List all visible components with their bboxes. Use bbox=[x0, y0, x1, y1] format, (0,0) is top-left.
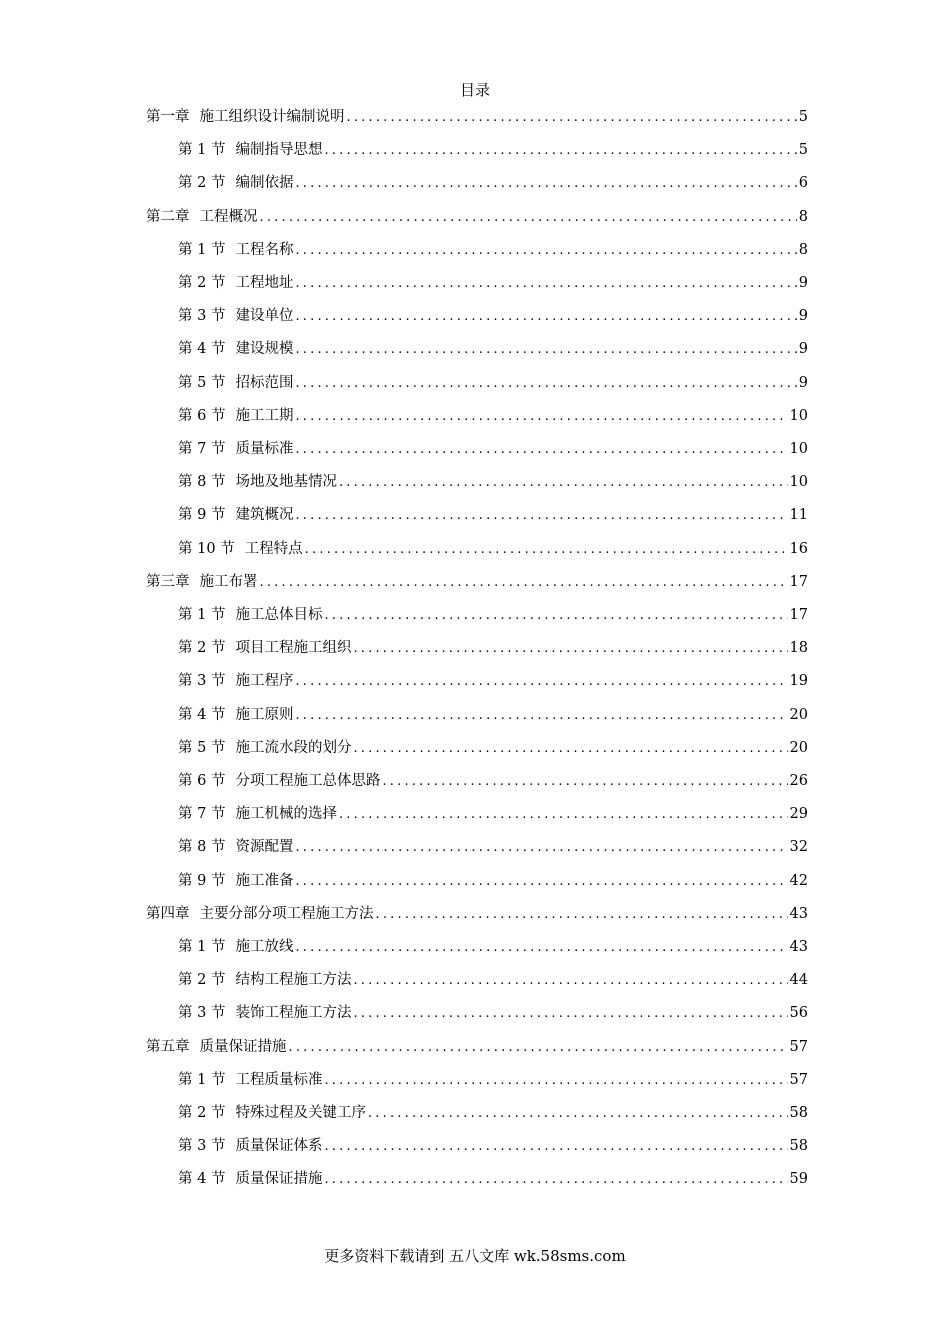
toc-entry-page: 44 bbox=[789, 972, 808, 989]
toc-entry-number: 第 5 节 bbox=[178, 739, 226, 756]
toc-entry-page: 32 bbox=[789, 839, 808, 856]
toc-entry-number: 第 1 节 bbox=[178, 1071, 226, 1088]
toc-entry-number: 第 2 节 bbox=[178, 175, 226, 192]
toc-entry-title: 装饰工程施工方法 bbox=[235, 1005, 352, 1022]
toc-entry-title: 招标范围 bbox=[235, 374, 294, 391]
toc-entry-page: 57 bbox=[789, 1038, 808, 1055]
toc-entry-number: 第 1 节 bbox=[178, 142, 226, 159]
toc-entry-number: 第二章 bbox=[146, 208, 190, 225]
toc-entry-section[interactable] bbox=[178, 1168, 808, 1190]
dot-leader bbox=[295, 837, 787, 858]
toc-entry-section[interactable] bbox=[178, 1002, 808, 1024]
toc-entry-title: 工程特点 bbox=[244, 540, 303, 557]
toc-entry-chapter[interactable] bbox=[146, 106, 808, 128]
toc-entry-page: 43 bbox=[789, 939, 808, 955]
toc-entry-section[interactable] bbox=[178, 969, 808, 991]
toc-entry-section[interactable] bbox=[178, 239, 808, 261]
toc-entry-section[interactable] bbox=[178, 1069, 808, 1091]
dot-leader bbox=[289, 1037, 788, 1058]
toc-entry-title: 工程质量标准 bbox=[235, 1071, 323, 1088]
dot-leader bbox=[295, 937, 787, 958]
toc-entry-number: 第三章 bbox=[146, 573, 190, 590]
dot-leader bbox=[295, 505, 787, 526]
toc-entry-chapter[interactable] bbox=[146, 206, 808, 228]
toc-entry-page: 26 bbox=[789, 773, 808, 789]
toc-entry-page: 17 bbox=[789, 607, 808, 623]
toc-entry-number: 第 7 节 bbox=[178, 441, 226, 457]
toc-entry-page: 5 bbox=[798, 142, 808, 159]
dot-leader bbox=[376, 904, 788, 925]
toc-entry-page: 58 bbox=[789, 1138, 808, 1155]
toc-entry-section[interactable] bbox=[178, 438, 808, 460]
toc-entry-title: 施工组织设计编制说明 bbox=[199, 109, 345, 125]
toc-entry-page: 5 bbox=[798, 109, 808, 125]
toc-entry-title: 项目工程施工组织 bbox=[235, 640, 352, 657]
dot-leader bbox=[295, 406, 787, 427]
toc-entry-page: 29 bbox=[789, 806, 808, 823]
dot-leader bbox=[353, 1003, 787, 1024]
dot-leader bbox=[347, 107, 797, 128]
dot-leader bbox=[353, 738, 787, 759]
dot-leader bbox=[353, 638, 787, 659]
toc-entry-section[interactable] bbox=[178, 471, 808, 493]
toc-entry-page: 9 bbox=[798, 275, 808, 291]
toc-entry-number: 第 1 节 bbox=[178, 607, 226, 623]
toc-entry-section[interactable] bbox=[178, 604, 808, 626]
toc-entry-page: 9 bbox=[798, 374, 808, 391]
toc-title: 目录 bbox=[459, 81, 490, 99]
dot-leader bbox=[295, 173, 796, 194]
toc-entry-section[interactable] bbox=[178, 504, 808, 526]
toc-entry-page: 6 bbox=[798, 175, 808, 192]
dot-leader bbox=[295, 439, 787, 460]
dot-leader bbox=[295, 306, 796, 327]
toc-entry-title: 质量保证措施 bbox=[235, 1171, 323, 1188]
toc-entry-number: 第 4 节 bbox=[178, 341, 226, 358]
toc-entry-section[interactable] bbox=[178, 338, 808, 360]
toc-entry-number: 第 3 节 bbox=[178, 308, 226, 325]
toc-entry-page: 10 bbox=[789, 474, 808, 491]
toc-entry-title: 施工机械的选择 bbox=[235, 806, 337, 823]
toc-entry-number: 第 1 节 bbox=[178, 241, 226, 258]
toc-entry-title: 场地及地基情况 bbox=[235, 474, 337, 491]
toc-entry-number: 第 2 节 bbox=[178, 640, 226, 657]
toc-entry-number: 第一章 bbox=[146, 109, 190, 125]
toc-entry-title: 施工放线 bbox=[235, 939, 294, 955]
toc-entry-number: 第 6 节 bbox=[178, 773, 226, 789]
dot-leader bbox=[368, 1103, 788, 1124]
toc-entry-page: 10 bbox=[789, 441, 808, 457]
toc-entry-number: 第 3 节 bbox=[178, 1138, 226, 1155]
toc-entry-number: 第 2 节 bbox=[178, 1105, 226, 1121]
toc-entry-chapter[interactable] bbox=[146, 1036, 808, 1058]
toc-entry-chapter[interactable] bbox=[146, 903, 808, 925]
toc-entry-chapter[interactable] bbox=[146, 571, 808, 593]
toc-entry-page: 19 bbox=[789, 673, 808, 690]
toc-entry-title: 施工准备 bbox=[235, 872, 294, 889]
toc-entry-page: 42 bbox=[789, 872, 808, 889]
dot-leader bbox=[295, 339, 796, 360]
toc-entry-title: 质量保证措施 bbox=[199, 1038, 287, 1055]
toc-entry-title: 施工程序 bbox=[235, 673, 294, 690]
dot-leader bbox=[295, 273, 796, 294]
toc-entry-title: 施工总体目标 bbox=[235, 607, 323, 623]
dot-leader bbox=[260, 572, 788, 593]
toc-entry-number: 第 5 节 bbox=[178, 374, 226, 391]
toc-entry-section[interactable] bbox=[178, 637, 808, 659]
toc-entry-page: 10 bbox=[789, 407, 808, 424]
dot-leader bbox=[324, 1169, 787, 1190]
toc-entry-title: 施工布署 bbox=[199, 573, 258, 590]
toc-entry-title: 施工工期 bbox=[235, 407, 294, 424]
toc-entry-page: 59 bbox=[789, 1171, 808, 1188]
toc-entry-title: 特殊过程及关键工序 bbox=[235, 1105, 366, 1121]
toc-entry-title: 分项工程施工总体思路 bbox=[235, 773, 381, 789]
toc-entry-page: 20 bbox=[789, 739, 808, 756]
toc-entry-section[interactable] bbox=[178, 704, 808, 726]
dot-leader bbox=[339, 804, 788, 825]
toc-entry-section[interactable] bbox=[178, 737, 808, 759]
dot-leader bbox=[260, 207, 797, 228]
toc-entry-number: 第五章 bbox=[146, 1038, 190, 1055]
toc-entry-number: 第 9 节 bbox=[178, 507, 226, 524]
toc-entry-section[interactable] bbox=[178, 305, 808, 327]
dot-leader bbox=[382, 771, 787, 792]
toc-entry-number: 第 9 节 bbox=[178, 872, 226, 889]
toc-entry-page: 11 bbox=[789, 507, 808, 524]
toc-entry-title: 资源配置 bbox=[235, 839, 294, 856]
toc-entry-section[interactable] bbox=[178, 139, 808, 161]
dot-leader bbox=[339, 472, 788, 493]
toc-entry-number: 第 10 节 bbox=[178, 540, 235, 557]
toc-entry-number: 第四章 bbox=[146, 905, 190, 922]
dot-leader bbox=[353, 970, 787, 991]
toc-entry-page: 20 bbox=[789, 706, 808, 723]
toc-entry-section[interactable] bbox=[178, 1102, 808, 1124]
toc-entry-number: 第 3 节 bbox=[178, 673, 226, 690]
dot-leader bbox=[324, 1136, 787, 1157]
toc-entry-number: 第 2 节 bbox=[178, 972, 226, 989]
dot-leader bbox=[295, 373, 796, 394]
toc-entry-page: 17 bbox=[789, 573, 808, 590]
toc-entry-title: 编制指导思想 bbox=[235, 142, 323, 159]
toc-entry-page: 16 bbox=[789, 540, 808, 557]
toc-entry-section[interactable] bbox=[178, 870, 808, 892]
toc-entry-section[interactable] bbox=[178, 770, 808, 792]
toc-entry-number: 第 6 节 bbox=[178, 407, 226, 424]
toc-entry-number: 第 4 节 bbox=[178, 706, 226, 723]
dot-leader bbox=[295, 671, 787, 692]
dot-leader bbox=[324, 1070, 787, 1091]
toc-entry-page: 18 bbox=[789, 640, 808, 657]
toc-entry-number: 第 2 节 bbox=[178, 275, 226, 291]
toc-entry-section[interactable] bbox=[178, 836, 808, 858]
toc-entry-page: 9 bbox=[798, 341, 808, 358]
toc-entry-section[interactable] bbox=[178, 670, 808, 692]
toc-entry-section[interactable] bbox=[178, 936, 808, 958]
toc-entry-title: 工程名称 bbox=[235, 241, 294, 258]
toc-entry-number: 第 7 节 bbox=[178, 806, 226, 823]
toc-entry-section[interactable] bbox=[178, 172, 808, 194]
dot-leader bbox=[295, 871, 787, 892]
toc-entry-page: 8 bbox=[798, 208, 808, 225]
toc-entry-number: 第 8 节 bbox=[178, 474, 226, 491]
toc-entry-page: 8 bbox=[798, 241, 808, 258]
toc-entry-section[interactable] bbox=[178, 803, 808, 825]
toc-entry-number: 第 8 节 bbox=[178, 839, 226, 856]
toc-entry-section[interactable] bbox=[178, 538, 808, 560]
toc-entry-title: 编制依据 bbox=[235, 175, 294, 192]
dot-leader bbox=[324, 140, 796, 161]
toc-entry-title: 结构工程施工方法 bbox=[235, 972, 352, 989]
toc-entry-title: 施工流水段的划分 bbox=[235, 739, 352, 756]
toc-entry-page: 58 bbox=[789, 1105, 808, 1121]
dot-leader bbox=[295, 705, 787, 726]
toc-entry-page: 9 bbox=[798, 308, 808, 325]
toc-entry-page: 43 bbox=[789, 905, 808, 922]
toc-entry-title: 建设单位 bbox=[235, 308, 294, 325]
toc-entry-title: 质量保证体系 bbox=[235, 1138, 323, 1155]
toc-entry-section[interactable] bbox=[178, 272, 808, 294]
toc-entry-title: 工程概况 bbox=[199, 208, 258, 225]
toc-entry-page: 56 bbox=[789, 1005, 808, 1022]
dot-leader bbox=[324, 605, 787, 626]
dot-leader bbox=[295, 240, 796, 261]
toc-entry-number: 第 4 节 bbox=[178, 1171, 226, 1188]
toc-entry-title: 主要分部分项工程施工方法 bbox=[199, 905, 374, 922]
toc-entry-title: 质量标准 bbox=[235, 441, 294, 457]
toc-entry-page: 57 bbox=[789, 1071, 808, 1088]
toc-entry-title: 工程地址 bbox=[235, 275, 294, 291]
page-footer: 更多资料下载请到 五八文库 wk.58sms.com bbox=[324, 1247, 626, 1265]
toc-entry-section[interactable] bbox=[178, 1135, 808, 1157]
toc-entry-section[interactable] bbox=[178, 405, 808, 427]
toc-entry-number: 第 3 节 bbox=[178, 1005, 226, 1022]
toc-entry-title: 建筑概况 bbox=[235, 507, 294, 524]
toc-entry-section[interactable] bbox=[178, 372, 808, 394]
toc-entry-title: 施工原则 bbox=[235, 706, 294, 723]
toc-entry-title: 建设规模 bbox=[235, 341, 294, 358]
dot-leader bbox=[305, 539, 788, 560]
toc-entry-number: 第 1 节 bbox=[178, 939, 226, 955]
